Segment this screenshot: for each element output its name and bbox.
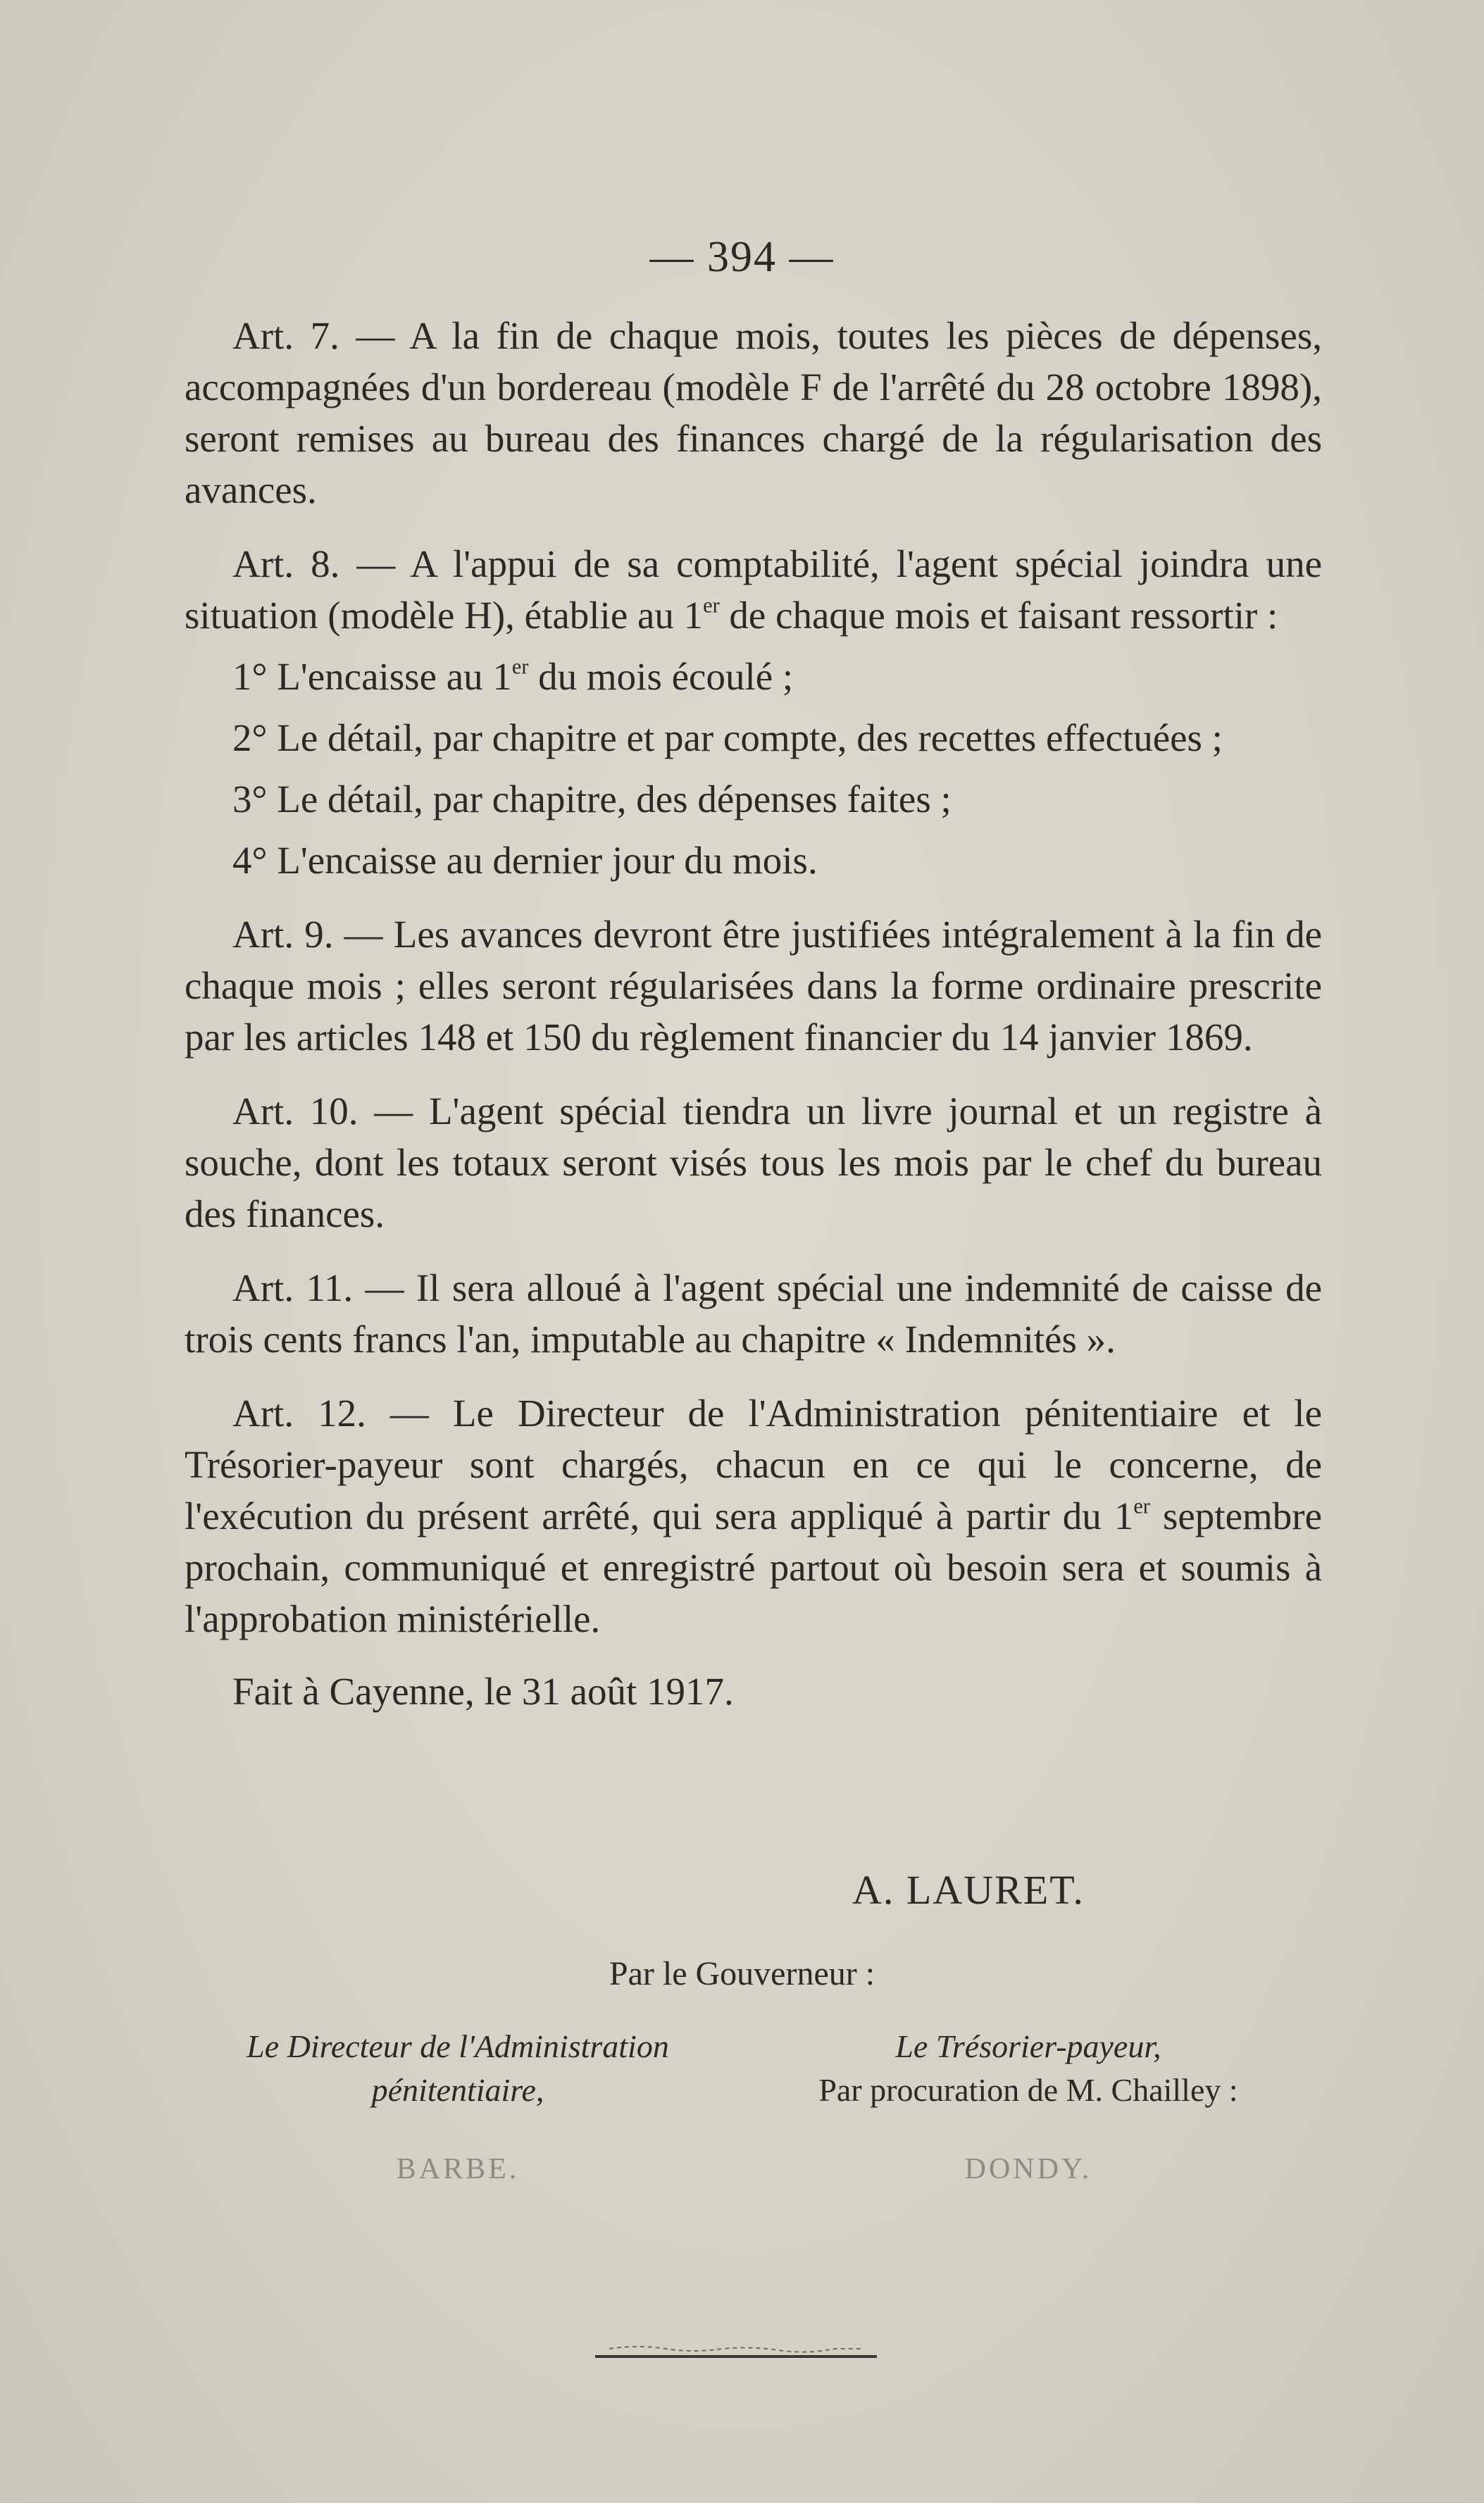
right-signatory <box>732 2025 1324 2191</box>
article-12-text: Art. 12. — Le Directeur de l'Administration pénitentiaire et le Trésorier-payeur sont chargés, chacun en ce qui le concerne, de l'exécution du présent arrêté, qui sera appliqué à partir du 1 <box>185 1392 1322 1537</box>
right-signatory-procuration: Par procuration de M. Chailley : <box>818 2072 1238 2108</box>
article-8-intro-text: Art. 8. — A l'appui de sa comptabilité, l'agent spécial joindra une situation (modèle H), établie au 1 <box>185 542 1322 637</box>
article-11: Art. 11. — Il sera alloué à l'agent spécial une indemnité de caisse de trois cents francs l'an, imputable au chapitre « Indemnités ». <box>185 1266 1322 1361</box>
page-number: — 394 — <box>649 233 835 281</box>
left-signatory <box>176 2025 740 2191</box>
closing-line: Fait à Cayenne, le 31 août 1917. <box>232 1670 734 1713</box>
article-8-item-4: 4° L'encaisse au dernier jour du mois. <box>232 839 818 882</box>
article-12 <box>185 1387 1322 1644</box>
article-8-item-1 <box>185 651 1322 702</box>
article-9: Art. 9. — Les avances devront être justifiées intégralement à la fin de chaque mois ; elles seront régularisées dans la forme ordinaire prescrite par les articles 148 et 150 du règlement financier du 14 janvier 1869. <box>185 913 1322 1059</box>
article-8-item-2: 2° Le détail, par chapitre et par compte, des recettes effectuées ; <box>232 716 1223 759</box>
article-8-intro-text-end: de chaque mois et faisant ressortir : <box>719 594 1278 637</box>
item-1-text: 1° L'encaisse au 1 <box>232 655 512 698</box>
right-signatory-title: Le Trésorier-payeur, <box>895 2028 1161 2064</box>
right-signatory-name: DONDY. <box>964 2153 1092 2185</box>
article-10: Art. 10. — L'agent spécial tiendra un livre journal et un registre à souche, dont les totaux seront visés tous les mois par le chef du bureau des finances. <box>185 1090 1322 1235</box>
superscript: er <box>511 654 529 679</box>
governor-signature: A. LAURET. <box>852 1867 1085 1913</box>
document-body <box>185 310 1322 1717</box>
par-gouverneur: Par le Gouverneur : <box>609 1955 875 1992</box>
left-signatory-name: BARBE. <box>396 2153 520 2185</box>
article-8-intro <box>185 538 1322 641</box>
ornament-divider <box>595 2342 877 2363</box>
item-1-text-end: du mois écoulé ; <box>528 655 794 698</box>
article-12-text-end: septembre prochain, communiqué et enregistré partout où besoin sera et soumis à l'approbation ministérielle. <box>185 1494 1322 1640</box>
superscript: er <box>703 593 720 618</box>
article-7: Art. 7. — A la fin de chaque mois, toutes les pièces de dépenses, accompagnées d'un bordereau (modèle F de l'arrêté du 28 octobre 1898), seront remises au bureau des finances chargé de la régularisation des avances. <box>185 314 1322 511</box>
article-8-item-3: 3° Le détail, par chapitre, des dépenses faites ; <box>232 778 952 820</box>
left-signatory-title-2: pénitentiaire, <box>371 2072 544 2108</box>
superscript: er <box>1133 1494 1150 1518</box>
left-signatory-title: Le Directeur de l'Administration <box>247 2028 669 2064</box>
